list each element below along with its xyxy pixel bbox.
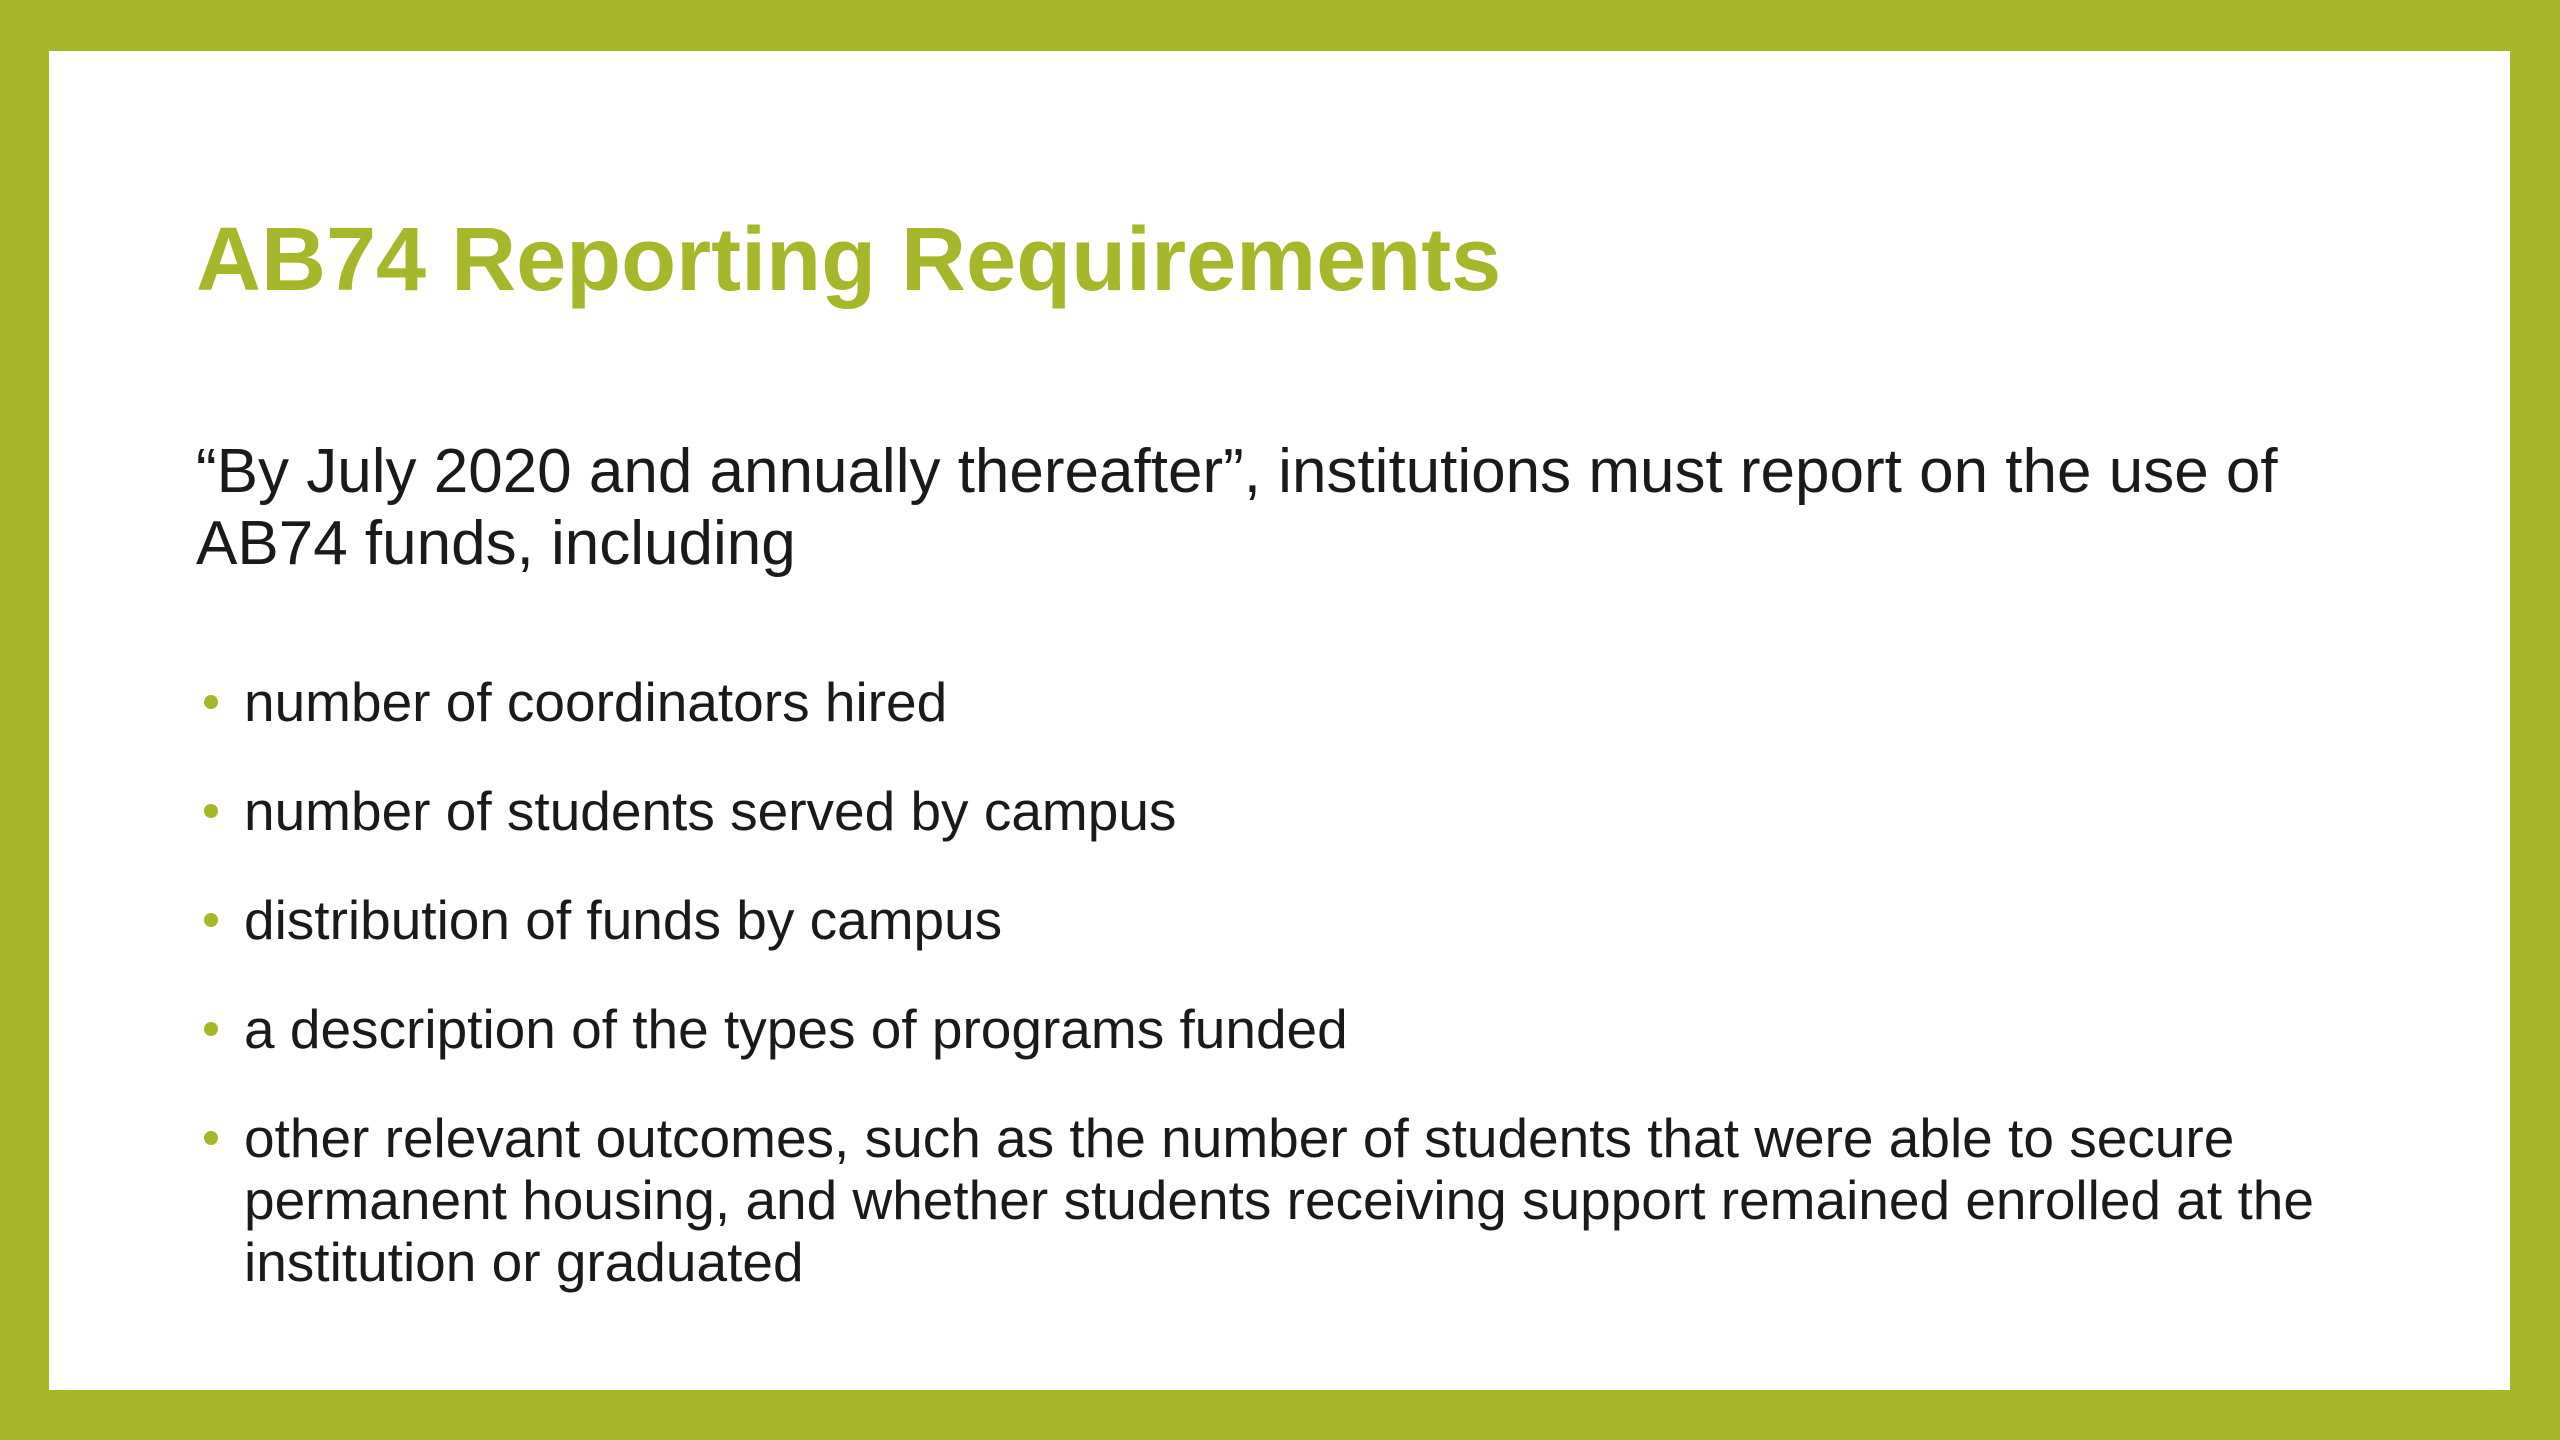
bullet-list <box>196 671 2436 1340</box>
bullet-item-coordinators <box>196 671 2436 733</box>
bullet-text: number of students served by campus <box>244 780 1177 842</box>
bullet-dot-icon <box>204 695 218 709</box>
bullet-text: number of coordinators hired <box>244 671 948 733</box>
bullet-text: a description of the types of programs funded <box>244 998 1348 1060</box>
intro-paragraph: “By July 2020 and annually thereafter”, institutions must report on the use of AB74 funds, including <box>196 437 2278 578</box>
bullet-item-outcomes <box>196 1107 2436 1293</box>
bullet-item-students-served <box>196 780 2436 842</box>
bullet-text: distribution of funds by campus <box>244 889 1003 951</box>
slide-title: AB74 Reporting Requirements <box>196 210 1502 310</box>
bullet-dot-icon <box>204 1131 218 1145</box>
bullet-dot-icon <box>204 804 218 818</box>
bullet-dot-icon <box>204 1022 218 1036</box>
slide-canvas <box>49 51 2510 1390</box>
bullet-text: other relevant outcomes, such as the number of students that were able to secure permanent housing, and whether students receiving support remained enrolled at the institution or graduated <box>244 1107 2314 1293</box>
bullet-item-distribution <box>196 889 2436 951</box>
bullet-dot-icon <box>204 913 218 927</box>
bullet-item-program-types <box>196 998 2436 1060</box>
